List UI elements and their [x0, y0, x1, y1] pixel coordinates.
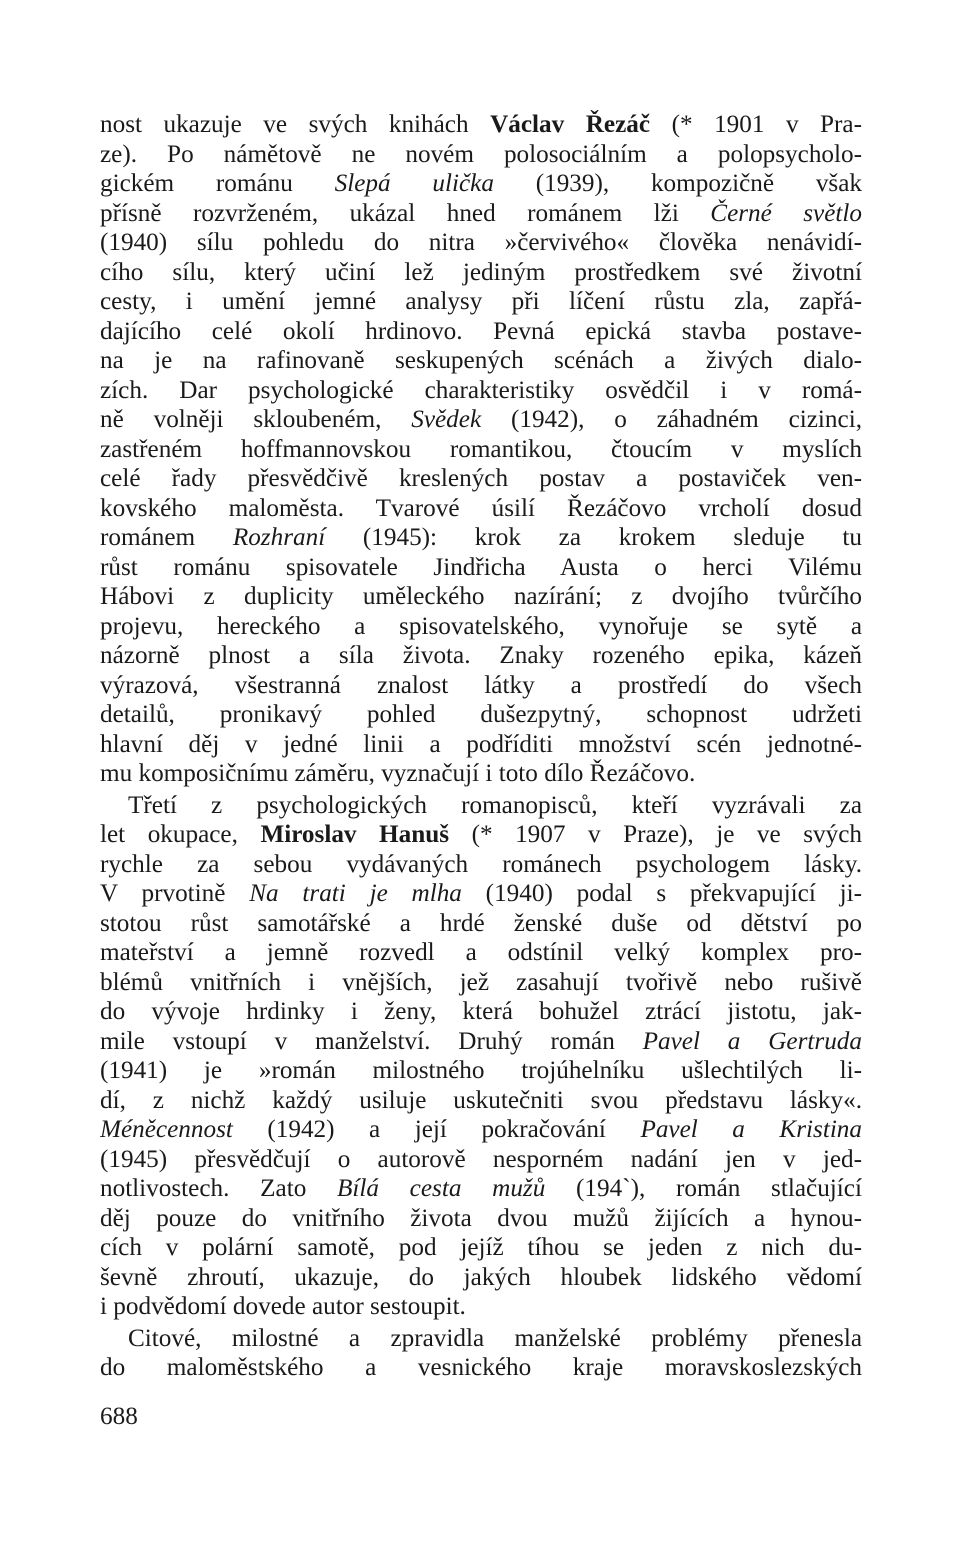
text-line: [100, 1204, 862, 1234]
work-title: Bílá cesta mužů: [337, 1175, 546, 1202]
text-line: [100, 169, 862, 199]
text-run: děj pouze do vnitřního života dvou mužů žijících a hynou-: [100, 1204, 862, 1232]
text-line: [100, 346, 862, 376]
work-title: Černé světlo: [710, 199, 862, 227]
text-line: [100, 997, 862, 1027]
author-name: Miroslav Hanuš: [260, 821, 450, 848]
text-run: románem: [100, 524, 233, 551]
text-line: [100, 494, 862, 524]
text-line: [100, 464, 862, 494]
text-run: zích. Dar psychologické charakteristiky osvědčil i v romá-: [100, 376, 862, 404]
text-run: blémů vnitřních i vnějších, jež zasahují tvořivě nebo rušivě: [100, 968, 862, 996]
text-line: [100, 523, 862, 553]
author-name: Václav Řezáč: [490, 111, 651, 138]
text-run: Třetí z psychologických romanopisců, kteří vyzrávali za: [128, 791, 862, 819]
text-run: cích v polární samotě, pod jejíž tíhou se jeden z nich du-: [100, 1234, 862, 1261]
work-title: Slepá ulička: [334, 170, 494, 197]
text-run: Citové, milostné a zpravidla manželské problémy přenesla: [128, 1324, 862, 1352]
text-line: [100, 1027, 862, 1057]
text-run: mateřství a jemně rozvedl a odstínil velký komplex pro-: [100, 939, 862, 966]
text-run: do maloměstského a vesnického kraje moravskoslezských: [100, 1354, 862, 1381]
text-line: [100, 287, 862, 317]
text-run: dí, z nichž každý usiluje uskutečniti svou představu lásky«.: [100, 1086, 862, 1114]
text-line: [100, 140, 862, 170]
text-run: zastřeném hoffmannovskou romantikou, čtoucím v myslích: [100, 435, 862, 463]
text-run: (1945): krok za krokem sleduje tu: [325, 524, 862, 551]
text-run: gickém románu: [100, 170, 335, 197]
text-line: [100, 1056, 862, 1086]
text-line: [100, 791, 862, 821]
text-line: [100, 879, 862, 909]
work-title: Rozhraní: [232, 524, 326, 551]
text-run: do vývoje hrdinky i ženy, která bohužel ztrácí jistotu, jak-: [100, 998, 862, 1025]
text-line: [100, 909, 862, 939]
text-line: [100, 317, 862, 347]
text-line: [100, 1086, 862, 1116]
text-line: [100, 1174, 862, 1204]
page-body: [100, 110, 862, 1383]
text-run: nost ukazuje ve svých knihách: [100, 111, 491, 138]
text-run: ně volněji skloubeném,: [100, 406, 412, 433]
paragraph: [100, 791, 862, 1322]
text-run: (1940) podal s překvapující ji-: [461, 880, 862, 907]
text-run: (194: [545, 1175, 623, 1202]
text-run: na je na rafinovaně seskupených scénách a živých dialo-: [100, 347, 862, 374]
text-run: přísně rozvrženém, ukázal hned románem lži: [100, 199, 711, 227]
text-line: [100, 759, 862, 789]
text-line: [100, 612, 862, 642]
text-line: [100, 700, 862, 730]
text-line: [100, 1115, 862, 1145]
text-line: [100, 968, 862, 998]
text-run: (* 1901 v Pra-: [650, 111, 862, 138]
text-line: [100, 110, 862, 140]
text-run: (1940) sílu pohledu do nitra »červivého« člověka nenávidí-: [100, 229, 862, 256]
text-run: let okupace,: [100, 821, 261, 848]
text-run: ), román stlačující: [630, 1175, 862, 1202]
text-line: [100, 435, 862, 465]
text-run: výrazová, všestranná znalost látky a prostředí do všech: [100, 671, 862, 699]
text-run: notlivostech. Zato: [100, 1175, 337, 1202]
text-run: mu komposičnímu záměru, vyznačují i toto dílo Řezáčovo.: [100, 760, 696, 787]
work-title: Pavel a Kristina: [640, 1116, 862, 1143]
work-title: Méněcennost: [100, 1116, 233, 1143]
text-run: V prvotině: [100, 880, 250, 907]
text-run: cího sílu, který učiní lež jediným prostředkem své životní: [100, 258, 862, 286]
text-run: názorně plnost a síla života. Znaky rozeného epika, kázeň: [100, 642, 862, 669]
text-line: [100, 641, 862, 671]
text-run: růst románu spisovatele Jindřicha Austa o herci Vilému: [100, 553, 862, 581]
text-line: [100, 1263, 862, 1293]
text-run: ševně zhroutí, ukazuje, do jakých hloubek lidského vědomí: [100, 1263, 862, 1291]
paragraph: [100, 110, 862, 789]
text-run: mile vstoupí v manželství. Druhý román: [100, 1027, 643, 1055]
text-run: (1942) a její pokračování: [232, 1116, 641, 1143]
text-run: (1942), o záhadném cizinci,: [481, 406, 862, 433]
text-line: [100, 1145, 862, 1175]
text-line: [100, 1353, 862, 1383]
text-line: [100, 1292, 862, 1322]
text-run: celé řady přesvědčivě kreslených postav a postaviček ven-: [100, 465, 862, 492]
text-line: [100, 730, 862, 760]
text-run: rychle za sebou vydávaných románech psychologem lásky.: [100, 850, 862, 878]
text-line: [100, 938, 862, 968]
text-line: [100, 1233, 862, 1263]
text-run: (1939), kompozičně však: [493, 170, 862, 197]
text-line: [100, 820, 862, 850]
text-line: [100, 376, 862, 406]
text-line: [100, 258, 862, 288]
text-line: [100, 405, 862, 435]
page-number: 688: [100, 1403, 138, 1430]
work-title: Pavel a Gertruda: [642, 1027, 862, 1055]
text-run: stotou růst samotářské a hrdé ženské duše od dětství po: [100, 909, 862, 937]
text-line: [100, 553, 862, 583]
text-run: detailů, pronikavý pohled dušezpytný, schopnost udržeti: [100, 701, 862, 728]
text-line: [100, 582, 862, 612]
text-run: (* 1907 v Praze), je ve svých: [449, 821, 862, 848]
text-run: cesty, i umění jemné analysy při líčení růstu zla, zapřá-: [100, 288, 862, 315]
text-line: [100, 671, 862, 701]
text-line: [100, 228, 862, 258]
text-run: kovského maloměsta. Tvarové úsilí Řezáčovo vrcholí dosud: [100, 494, 862, 522]
text-line: [100, 199, 862, 229]
text-run: i podvědomí dovede autor sestoupit.: [100, 1293, 466, 1320]
text-run: `: [622, 1175, 631, 1202]
work-title: Na trati je mlha: [249, 880, 462, 907]
work-title: Svědek: [411, 406, 482, 433]
text-line: [100, 1324, 862, 1354]
text-run: dajícího celé okolí hrdinovo. Pevná epická stavba postave-: [100, 317, 862, 345]
text-run: projevu, hereckého a spisovatelského, vynořuje se sytě a: [100, 612, 862, 640]
text-line: [100, 850, 862, 880]
text-run: (1945) přesvědčují o autorově nesporném nadání jen v jed-: [100, 1145, 862, 1173]
text-run: (1941) je »román milostného trojúhelníku ušlechtilých li-: [100, 1057, 862, 1084]
text-run: hlavní děj v jedné linii a podříditi množství scén jednotné-: [100, 730, 862, 758]
text-run: ze). Po námětově ne novém polosociálním a polopsycholo-: [100, 140, 862, 168]
text-run: Hábovi z duplicity uměleckého nazírání; z dvojího tvůrčího: [100, 583, 862, 610]
paragraph: [100, 1324, 862, 1383]
